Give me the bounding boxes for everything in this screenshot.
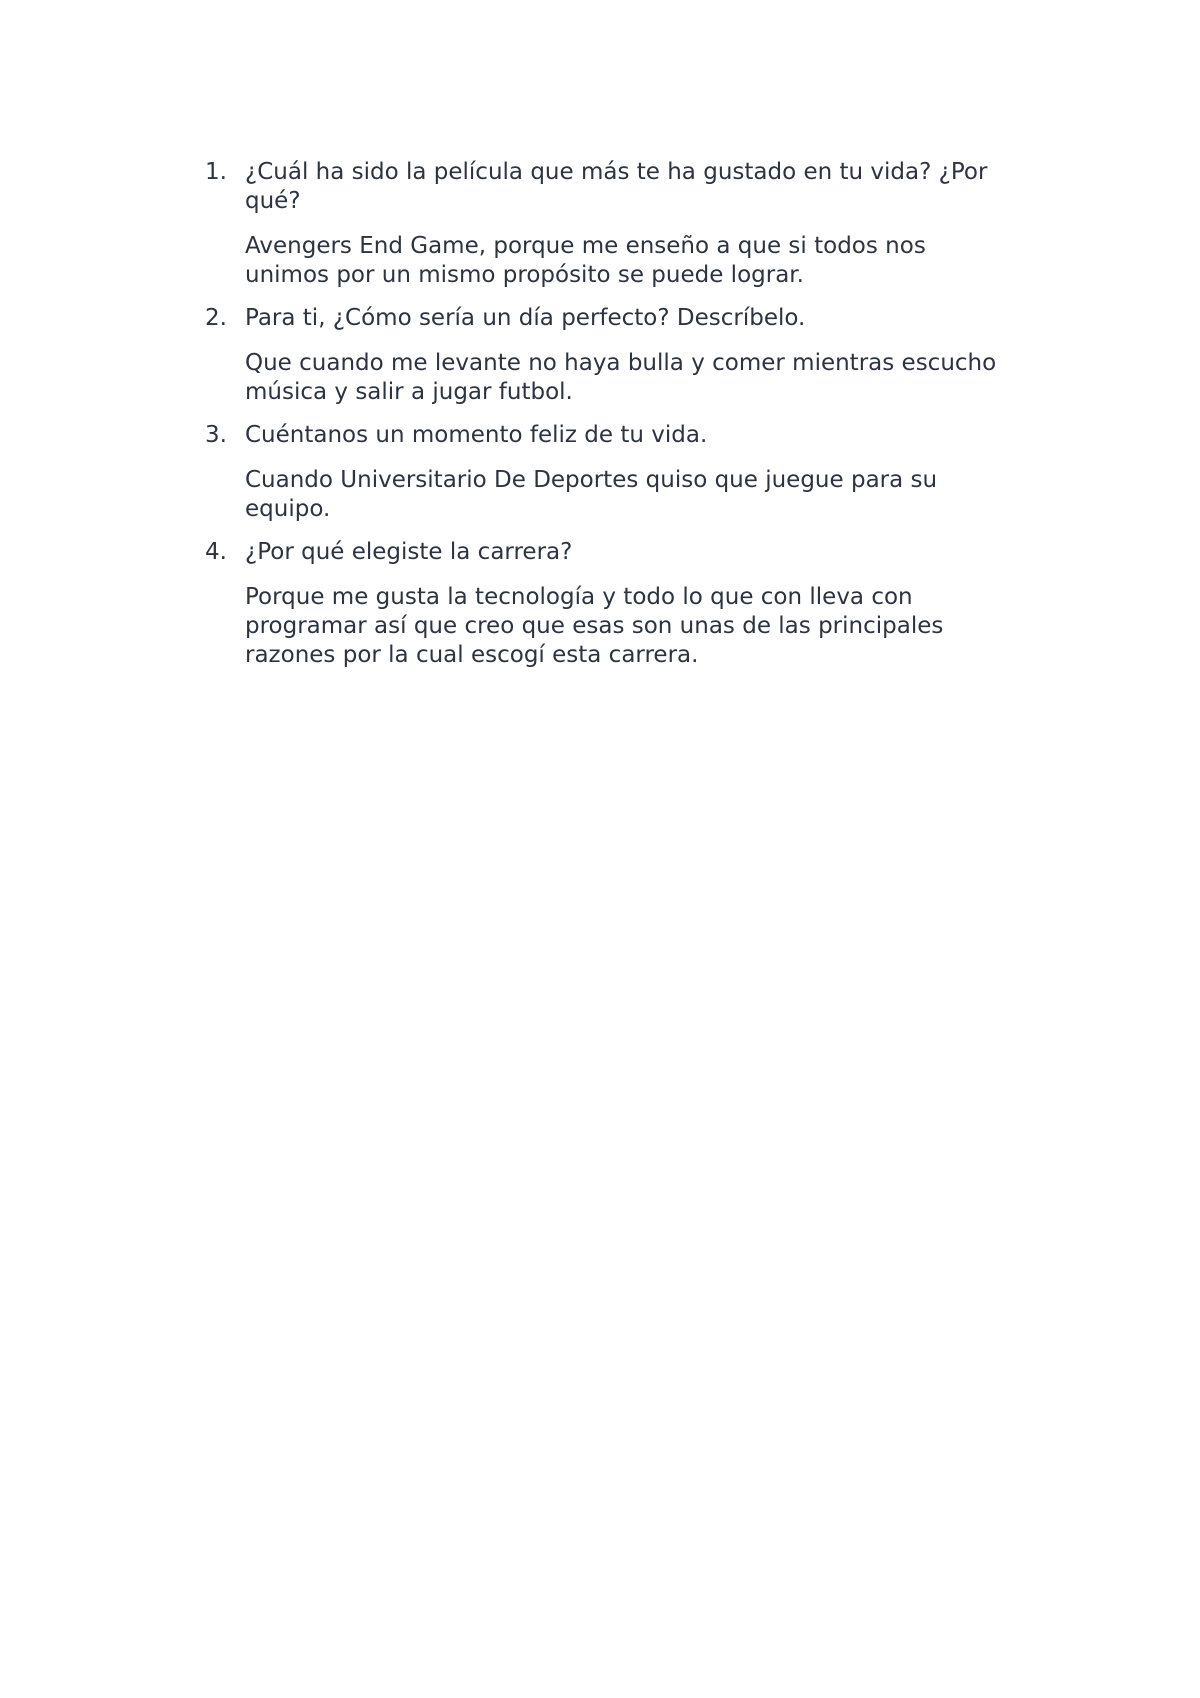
list-item [205,538,1045,670]
answer-text: Que cuando me levante no haya bulla y comer mientras escucho música y salir a jugar futbol. [245,350,997,405]
item-number: 3. [205,422,227,448]
list-item [205,158,1045,290]
item-number: 1. [205,159,227,185]
question-text: Cuéntanos un momento feliz de tu vida. [245,422,708,448]
answer-text: Porque me gusta la tecnología y todo lo que con lleva con programar así que creo que esas son unas de las principales razones por la cual escogí esta carrera. [245,584,944,668]
list-item [205,304,1045,407]
question-text: Para ti, ¿Cómo sería un día perfecto? Descríbelo. [245,305,806,331]
question-text: ¿Por qué elegiste la carrera? [245,539,573,565]
item-number: 4. [205,539,227,565]
list-item [205,421,1045,524]
question-text: ¿Cuál ha sido la película que más te ha gustado en tu vida? ¿Por qué? [245,159,988,214]
item-number: 2. [205,305,227,331]
answer-text: Avengers End Game, porque me enseño a que si todos nos unimos por un mismo propósito se puede lograr. [245,233,926,288]
answer-text: Cuando Universitario De Deportes quiso que juegue para su equipo. [245,467,938,522]
question-answer-list [205,158,1045,684]
